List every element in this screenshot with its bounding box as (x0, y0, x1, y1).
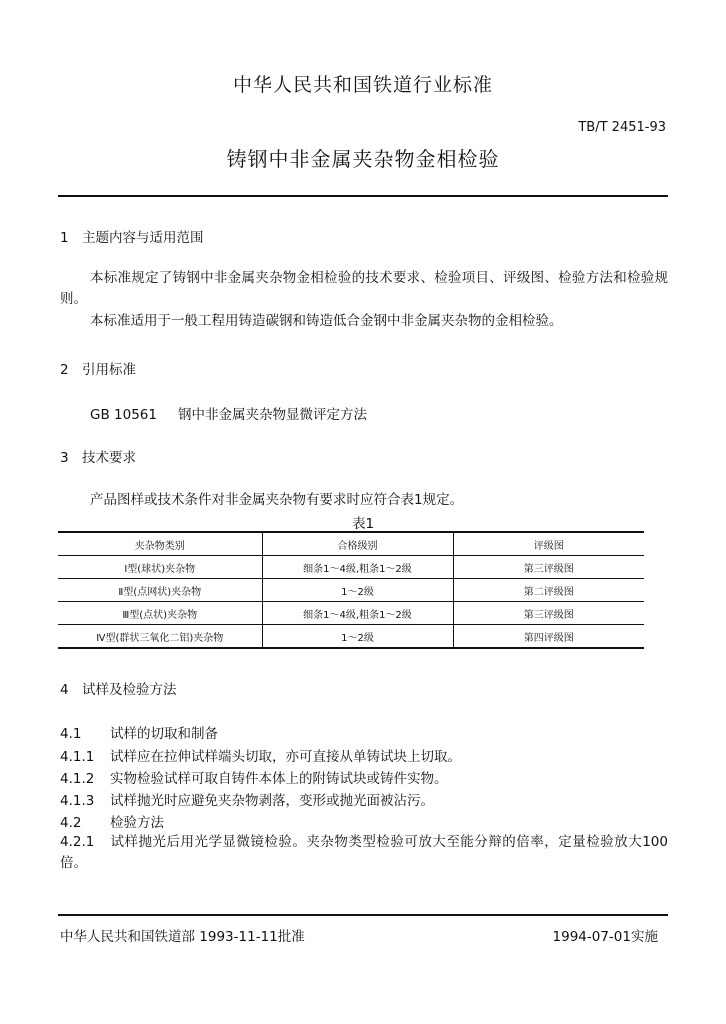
column-header: 合格级别 (262, 532, 453, 556)
table-cell: 第四评级图 (453, 625, 644, 649)
clause-text: 试样抛光后用光学显微镜检验。夹杂物类型检验可放大至能分辩的倍率，定量检验放大100倍。 (60, 834, 668, 871)
table-1-caption: 表1 (351, 516, 375, 532)
clause-text: 试样应在拉伸试样端头切取，亦可直接从单铸试块上切取。 (110, 749, 461, 765)
column-header: 夹杂物类别 (58, 532, 262, 556)
clause-number: 4.1 (60, 726, 82, 742)
clause-text: 检验方法 (110, 815, 164, 831)
table-row (58, 579, 644, 602)
footer-divider (58, 914, 668, 916)
clause-number: 4.1.1 (60, 749, 95, 765)
referenced-standard-code: GB 10561 (90, 407, 157, 423)
table-cell: 第三评级图 (453, 556, 644, 579)
referenced-standard-title: 钢中非金属夹杂物显微评定方法 (178, 407, 367, 423)
table-header-row (58, 532, 644, 556)
table-cell: Ⅰ型(球状)夹杂物 (58, 556, 262, 579)
clause-4-2-1 (60, 832, 668, 874)
table-cell: 细条1～4级,粗条1～2级 (262, 602, 453, 625)
table-cell: 细条1～4级,粗条1～2级 (262, 556, 453, 579)
clause-text: 实物检验试样可取自铸件本体上的附铸试块或铸件实物。 (110, 771, 448, 787)
section-2-heading (60, 358, 136, 378)
section-number: 3 (60, 450, 69, 466)
clause-number: 4.1.3 (60, 793, 95, 809)
clause-4-1-3 (60, 789, 434, 809)
table-row (58, 556, 644, 579)
standard-code: TB/T 2451-93 (578, 120, 666, 135)
table-row (58, 602, 644, 625)
section-title: 引用标准 (82, 362, 136, 378)
section-title: 主题内容与适用范围 (82, 230, 204, 246)
section-4-heading (60, 678, 177, 698)
section-3-heading (60, 446, 136, 466)
clause-4-1-1 (60, 745, 461, 765)
section-1-paragraph-1: 本标准规定了铸钢中非金属夹杂物金相检验的技术要求、检验项目、评级图、检验方法和检验规则。 (60, 270, 668, 307)
clause-number: 4.2 (60, 815, 82, 831)
table-cell: Ⅲ型(点状)夹杂物 (58, 602, 262, 625)
table-cell: Ⅱ型(点网状)夹杂物 (58, 579, 262, 602)
clause-text: 试样的切取和制备 (110, 726, 218, 742)
clause-4-1 (60, 722, 218, 742)
clause-number: 4.2.1 (60, 834, 95, 850)
section-number: 1 (60, 230, 69, 246)
header-divider (58, 195, 668, 197)
clause-4-2 (60, 811, 164, 831)
referenced-standard (90, 403, 367, 423)
approval-info: 中华人民共和国铁道部 1993-11-11批准 (60, 929, 305, 945)
section-number: 4 (60, 682, 69, 698)
section-title: 试样及检验方法 (82, 682, 177, 698)
section-title: 技术要求 (82, 450, 136, 466)
clause-text: 试样抛光时应避免夹杂物剥落，变形或抛光面被沾污。 (110, 793, 434, 809)
table-row (58, 625, 644, 649)
section-1-paragraph-2: 本标准适用于一般工程用铸造碳钢和铸造低合金钢中非金属夹杂物的金相检验。 (90, 313, 563, 329)
table-1 (58, 531, 644, 649)
column-header: 评级图 (453, 532, 644, 556)
clause-number: 4.1.2 (60, 771, 95, 787)
section-number: 2 (60, 362, 69, 378)
table-cell: Ⅳ型(群状三氧化二铝)夹杂物 (58, 625, 262, 649)
document-title: 铸钢中非金属夹杂物金相检验 (226, 147, 500, 171)
clause-4-1-2 (60, 767, 448, 787)
table-cell: 第二评级图 (453, 579, 644, 602)
table-cell: 第三评级图 (453, 602, 644, 625)
section-1-heading (60, 226, 204, 246)
table-cell: 1～2级 (262, 579, 453, 602)
effective-date: 1994-07-01实施 (552, 929, 658, 945)
table-cell: 1～2级 (262, 625, 453, 649)
standard-category-title: 中华人民共和国铁道行业标准 (232, 74, 493, 96)
section-3-paragraph-1: 产品图样或技术条件对非金属夹杂物有要求时应符合表1规定。 (90, 492, 464, 508)
